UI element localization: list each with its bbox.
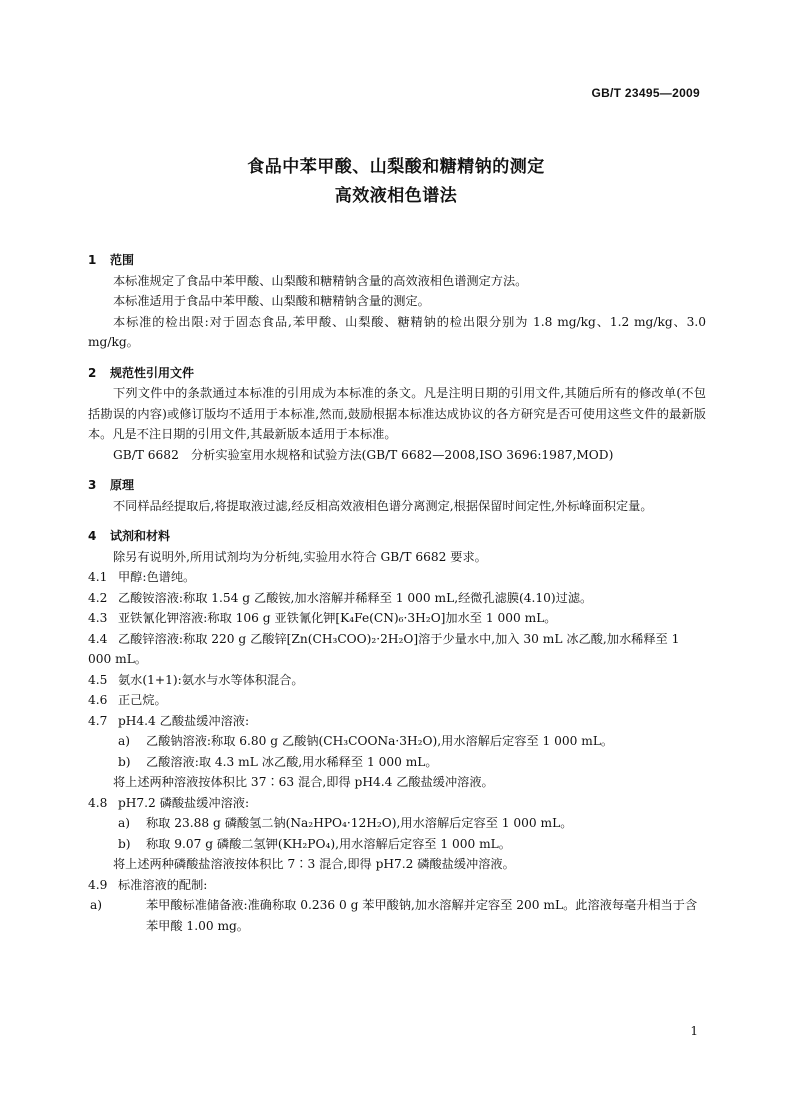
clause-4-9 — [88, 875, 706, 896]
paragraph: 将上述两种溶液按体积比 37∶63 混合,即得 pH4.4 乙酸盐缓冲溶液。 — [113, 775, 494, 789]
document-code: GB/T 23495—2009 — [591, 86, 700, 100]
clause-number: 4.5 — [88, 672, 108, 687]
clause-number: 4.4 — [88, 631, 108, 646]
clause-4-2 — [88, 588, 706, 609]
document-subtitle: 高效液相色谱法 — [334, 186, 458, 206]
clause-4-6 — [88, 690, 706, 711]
list-item-label: b) — [118, 836, 131, 851]
section-heading-reagents — [88, 526, 706, 547]
clause-text: 甲醇:色谱纯。 — [118, 570, 196, 584]
clause-text: 氨水(1+1):氨水与水等体积混合。 — [118, 672, 304, 687]
section-number: 1 — [88, 253, 97, 267]
section-heading-normative-references — [88, 363, 706, 384]
list-item-text: 乙酸溶液:取 4.3 mL 冰乙酸,用水稀释至 1 000 mL。 — [146, 754, 438, 769]
section-title: 范围 — [110, 253, 135, 267]
section-number: 4 — [88, 529, 97, 543]
clause-4-5 — [88, 670, 706, 691]
list-item — [88, 895, 706, 936]
clause-text: 乙酸铵溶液:称取 1.54 g 乙酸铵,加水溶解并稀释至 1 000 mL,经微孔滤膜(4.10)过滤。 — [118, 590, 593, 605]
list-item — [88, 813, 706, 834]
list-item-label: a) — [118, 816, 131, 830]
clause-number: 4.9 — [88, 877, 108, 892]
clause-number: 4.8 — [88, 795, 108, 810]
document-body — [88, 250, 706, 936]
list-item — [88, 752, 706, 773]
list-item — [88, 834, 706, 855]
section-title: 试剂和材料 — [110, 529, 171, 543]
reference-entry: GB/T 6682 分析实验室用水规格和试验方法(GB/T 6682—2008,ISO 3696:1987,MOD) — [113, 447, 614, 462]
clause-number: 4.3 — [88, 611, 108, 625]
clause-text: 标准溶液的配制: — [118, 877, 208, 892]
clause-4-1 — [88, 567, 706, 588]
clause-text: 乙酸锌溶液:称取 220 g 乙酸锌[Zn(CH₃COO)₂·2H₂O]溶于少量水中,加入 30 mL 冰乙酸,加水稀释至 1 000 mL。 — [88, 631, 680, 666]
paragraph: 下列文件中的条款通过本标准的引用成为本标准的条文。凡是注明日期的引用文件,其随后所有的修改单(不包括勘误的内容)或修订版均不适用于本标准,然而,鼓励根据本标准达成协议的各方研究是否可使用这些文件的最新版本。凡是不注日期的引用文件,其最新版本适用于本标准。 — [88, 386, 706, 441]
paragraph: 除另有说明外,所用试剂均为分析纯,实验用水符合 GB/T 6682 要求。 — [113, 549, 487, 564]
list-item-text: 称取 9.07 g 磷酸二氢钾(KH₂PO₄),用水溶解后定容至 1 000 mL。 — [146, 836, 511, 851]
clause-text: pH7.2 磷酸盐缓冲溶液: — [118, 795, 250, 810]
list-item-label: a) — [90, 898, 103, 912]
document-title: 食品中苯甲酸、山梨酸和糖精钠的测定 — [247, 157, 545, 177]
clause-number: 4.2 — [88, 590, 108, 605]
page-number: 1 — [690, 1024, 698, 1038]
list-item-label: b) — [118, 754, 131, 769]
list-item-text: 乙酸钠溶液:称取 6.80 g 乙酸钠(CH₃COONa·3H₂O),用水溶解后定容至 1 000 mL。 — [146, 734, 614, 748]
clause-4-3 — [88, 608, 706, 629]
section-title: 规范性引用文件 — [110, 365, 195, 380]
section-number: 3 — [88, 478, 97, 492]
list-item-text: 苯甲酸标准储备液:准确称取 0.236 0 g 苯甲酸钠,加水溶解并定容至 200 mL。此溶液每毫升相当于含苯甲酸 1.00 mg。 — [146, 898, 698, 933]
paragraph: 本标准规定了食品中苯甲酸、山梨酸和糖精钠含量的高效液相色谱测定方法。 — [113, 273, 528, 288]
section-title: 原理 — [110, 478, 135, 492]
paragraph: 不同样品经提取后,将提取液过滤,经反相高效液相色谱分离测定,根据保留时间定性,外标峰面积定量。 — [113, 498, 653, 513]
clause-text: 正己烷。 — [118, 693, 167, 707]
section-heading-principle — [88, 475, 706, 496]
list-item-label: a) — [118, 734, 131, 748]
clause-4-8 — [88, 793, 706, 814]
clause-text: pH4.4 乙酸盐缓冲溶液: — [118, 713, 250, 728]
paragraph: 将上述两种磷酸盐溶液按体积比 7∶3 混合,即得 pH7.2 磷酸盐缓冲溶液。 — [113, 857, 515, 871]
list-item-text: 称取 23.88 g 磷酸氢二钠(Na₂HPO₄·12H₂O),用水溶解后定容至 1 000 mL。 — [146, 816, 573, 830]
paragraph: 本标准的检出限:对于固态食品,苯甲酸、山梨酸、糖精钠的检出限分别为 1.8 mg/kg、1.2 mg/kg、3.0 mg/kg。 — [88, 314, 706, 349]
section-heading-scope — [88, 250, 706, 271]
paragraph: 本标准适用于食品中苯甲酸、山梨酸和糖精钠含量的测定。 — [113, 294, 430, 308]
clause-number: 4.6 — [88, 693, 108, 707]
clause-4-4 — [88, 629, 706, 670]
clause-number: 4.7 — [88, 713, 108, 728]
clause-4-7 — [88, 711, 706, 732]
clause-text: 亚铁氰化钾溶液:称取 106 g 亚铁氰化钾[K₄Fe(CN)₆·3H₂O]加水至 1 000 mL。 — [118, 611, 557, 625]
list-item — [88, 731, 706, 752]
clause-number: 4.1 — [88, 570, 108, 584]
section-number: 2 — [88, 365, 97, 380]
